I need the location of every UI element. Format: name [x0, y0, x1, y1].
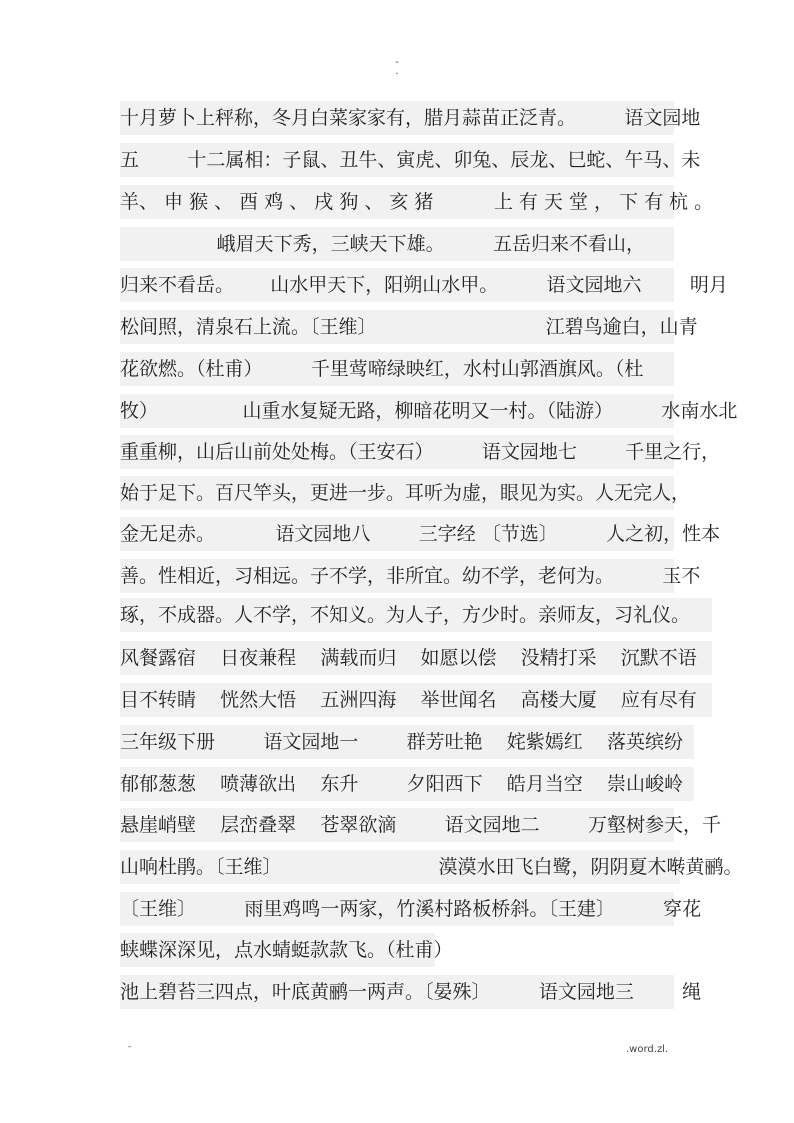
- text-line-16: 三年级下册 语文园地一 群芳吐艳 姹紫嫣红 落英缤纷: [120, 725, 694, 759]
- text-line-10: 始于足下。百尺竿头，更进一步。耳听为虚，眼见为实。人无完人，: [120, 476, 674, 510]
- text-line-6: 松间照，清泉石上流。〔王维〕 江碧鸟逾白，山青: [120, 310, 674, 344]
- text-line-5: 归来不看岳。 山水甲天下，阳朔山水甲。 语文园地六 明月: [120, 268, 674, 302]
- text-line-4: 峨眉天下秀，三峡天下雄。 五岳归来不看山，: [120, 227, 674, 261]
- text-line-3: 羊、 申 猴 、 酉 鸡 、 戌 狗 、 亥 猪 上 有 天 堂 ， 下 有 杭 。: [120, 185, 674, 219]
- text-line-17: 郁郁葱葱 喷薄欲出 东升 夕阳西下 皓月当空 崇山峻岭: [120, 767, 694, 801]
- footer-left-mark: -: [128, 1042, 132, 1052]
- text-line-13: 琢，不成器。人不学，不知义。为人子，方少时。亲师友，习礼仪。: [120, 598, 712, 632]
- text-line-11: 金无足赤。 语文园地八 三字经 〔节选〕 人之初，性本: [120, 517, 674, 551]
- text-line-15: 目不转睛 恍然大悟 五洲四海 举世闻名 高楼大厦 应有尽有: [120, 683, 712, 717]
- page-header-mark: - .: [395, 57, 399, 77]
- text-line-12: 善。性相近，习相远。子不学，非所宜。幼不学，老何为。 玉不: [120, 559, 674, 593]
- text-line-19: 山响杜鹃。〔王维〕 漠漠水田飞白鹭，阴阴夏木啭黄鹂。: [120, 850, 680, 884]
- footer-watermark: .word.zl.: [626, 1044, 669, 1055]
- text-line-18: 悬崖峭壁 层峦叠翠 苍翠欲滴 语文园地二 万壑树参天，千: [120, 808, 674, 842]
- text-line-9: 重重柳，山后山前处处梅。（王安石） 语文园地七 千里之行，: [120, 435, 674, 469]
- text-line-20: 〔王维〕 雨里鸡鸣一两家，竹溪村路板桥斜。〔王建〕 穿花: [120, 892, 674, 926]
- text-line-21: 蛱蝶深深见，点水蜻蜓款款飞。（杜甫）: [120, 933, 435, 967]
- text-line-8: 牧） 山重水复疑无路，柳暗花明又一村。（陆游） 水南水北: [120, 394, 674, 428]
- text-line-7: 花欲燃。（杜甫） 千里莺啼绿映红，水村山郭酒旗风。（杜: [120, 352, 674, 386]
- text-line-2: 五 十二属相：子鼠、丑牛、寅虎、卯兔、辰龙、巳蛇、午马、未: [120, 143, 674, 177]
- text-line-1: 十月萝卜上秤称，冬月白菜家家有，腊月蒜苗正泛青。 语文园地: [120, 101, 674, 135]
- text-line-22: 池上碧苔三四点，叶底黄鹂一两声。〔晏殊〕 语文园地三 绳: [120, 975, 674, 1009]
- text-line-14: 风餐露宿 日夜兼程 满载而归 如愿以偿 没精打采 沉默不语: [120, 641, 712, 675]
